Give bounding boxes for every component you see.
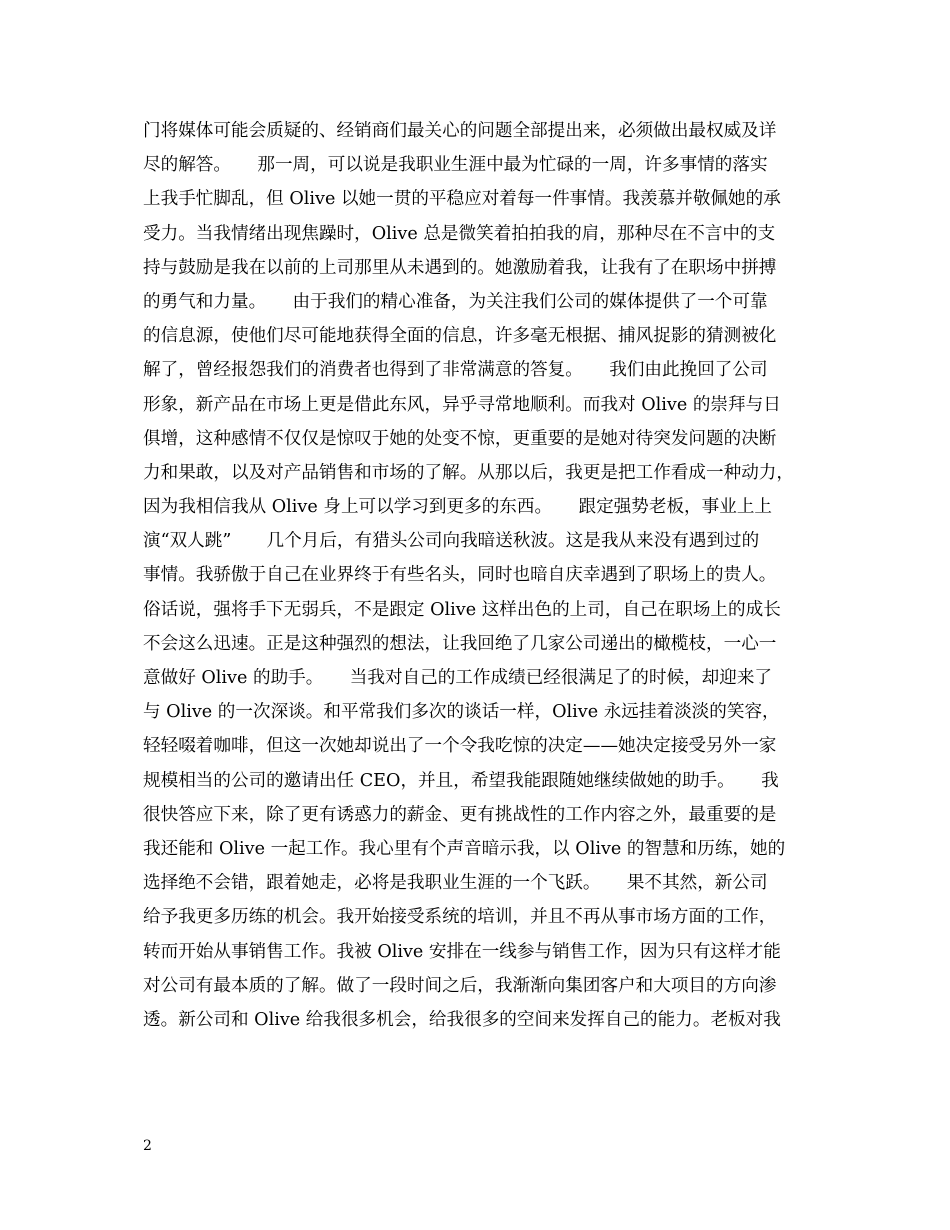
text-line: 与 Olive 的一次深谈。和平常我们多次的谈话一样，Olive 永远挂着淡淡的笑容，	[143, 702, 780, 723]
text-line: 力和果敢，以及对产品销售和市场的了解。从那以后，我更是把工作看成一种动力，	[143, 462, 794, 483]
text-line: 意做好 Olive 的助手。 当我对自己的工作成绩已经很满足了的时候，却迎来了	[143, 668, 773, 688]
text-line: 不会这么迅速。正是这种强烈的想法，让我回绝了几家公司递出的橄榄枝，一心一	[143, 633, 777, 654]
text-line: 尽的解答。 那一周，可以说是我职业生涯中最为忙碌的一周，许多事情的落实	[143, 155, 768, 176]
text-line: 受力。当我情绪出现焦躁时，Olive 总是微笑着拍拍我的肩，那种尽在不言中的支	[143, 223, 776, 244]
text-line: 解了，曾经报怨我们的消费者也得到了非常满意的答复。 我们由此挽回了公司	[143, 360, 768, 381]
text-line: 门将媒体可能会质疑的、经销商们最关心的问题全部提出来，必须做出最权威及详	[143, 121, 777, 141]
text-line: 演“双人跳” 几个月后，有猎头公司向我暗送秋波。这是我从来没有遇到过的	[143, 531, 760, 552]
text-line: 形象，新产品在市场上更是借此东风，异乎寻常地顺利。而我对 Olive 的崇拜与日	[143, 394, 781, 415]
text-line: 的勇气和力量。 由于我们的精心准备，为关注我们公司的媒体提供了一个可靠	[143, 291, 768, 312]
text-line: 我还能和 Olive 一起工作。我心里有个声音暗示我，以 Olive 的智慧和历练，她的	[143, 838, 786, 859]
text-line: 选择绝不会错，跟着她走，必将是我职业生涯的一个飞跃。 果不其然，新公司	[143, 873, 768, 894]
text-line: 对公司有最本质的了解。做了一段时间之后，我渐渐向集团客户和大项目的方向渗	[143, 975, 777, 996]
text-line: 上我手忙脚乱，但 Olive 以她一贯的平稳应对着每一件事情。我羡慕并敬佩她的承	[143, 189, 781, 210]
text-line: 因为我相信我从 Olive 身上可以学习到更多的东西。 跟定强势老板，事业上上	[143, 497, 773, 518]
text-line: 很快答应下来，除了更有诱惑力的薪金、更有挑战性的工作内容之外，最重要的是	[143, 804, 777, 825]
body-text	[143, 114, 823, 1037]
text-line: 的信息源，使他们尽可能地获得全面的信息，许多毫无根据、捕风捉影的猜测被化	[143, 326, 777, 347]
text-line: 俗话说，强将手下无弱兵，不是跟定 Olive 这样出色的上司，自己在职场上的成长	[143, 599, 781, 620]
text-line: 转而开始从事销售工作。我被 Olive 安排在一线参与销售工作，因为只有这样才能	[143, 941, 781, 962]
text-line: 俱增，这种感情不仅仅是惊叹于她的处变不惊，更重要的是她对待突发问题的决断	[143, 428, 777, 449]
text-line: 持与鼓励是我在以前的上司那里从未遇到的。她激励着我，让我有了在职场中拼搏	[143, 257, 777, 278]
text-line: 给予我更多历练的机会。我开始接受系统的培训，并且不再从事市场方面的工作，	[143, 907, 777, 928]
page-number: 2	[143, 1138, 152, 1154]
text-line: 轻轻啜着咖啡，但这一次她却说出了一个令我吃惊的决定——她决定接受另外一家	[143, 736, 777, 757]
text-line: 透。新公司和 Olive 给我很多机会，给我很多的空间来发挥自己的能力。老板对我	[143, 1009, 781, 1030]
text-line: 规模相当的公司的邀请出任 CEO，并且，希望我能跟随她继续做她的助手。 我	[143, 770, 779, 791]
text-line: 事情。我骄傲于自己在业界终于有些名头，同时也暗自庆幸遇到了职场上的贵人。	[143, 565, 777, 586]
